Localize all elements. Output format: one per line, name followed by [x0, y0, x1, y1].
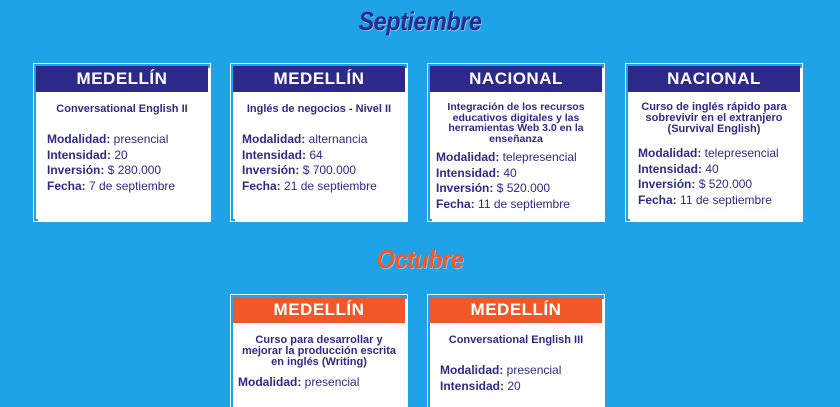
intensidad-label: Intensidad: — [638, 161, 703, 176]
modalidad-value: alternancia — [308, 132, 368, 146]
course-card[interactable] — [36, 66, 208, 219]
modalidad-value: presencial — [506, 363, 562, 377]
fecha-value: 11 de septiembre — [478, 196, 570, 211]
inversion-value: $ 520.000 — [698, 177, 753, 191]
course-title: Conversational English II — [56, 103, 188, 115]
card-region: MEDELLÍN — [430, 297, 602, 323]
fecha-value: 7 de septiembre — [89, 178, 176, 193]
intensidad-value: 40 — [503, 165, 517, 180]
fecha-label: Fecha: — [436, 196, 475, 211]
inversion-label: Inversión: — [638, 177, 696, 191]
course-details — [430, 363, 602, 394]
fecha-label: Fecha: — [47, 178, 86, 193]
modalidad-label: Modalidad: — [242, 132, 306, 146]
course-title: Curso para desarrollar y mejorar la producción escrita en inglés (Writing) — [241, 334, 397, 368]
course-card[interactable] — [233, 66, 405, 219]
modalidad-value: telepresencial — [502, 150, 577, 164]
modalidad-value: presencial — [113, 132, 169, 146]
inversion-label: Inversión: — [47, 163, 105, 177]
course-card[interactable] — [430, 66, 602, 219]
intensidad-value: 20 — [114, 147, 128, 162]
intensidad-value: 20 — [507, 378, 521, 393]
inversion-value: $ 700.000 — [302, 163, 357, 177]
modalidad-label: Modalidad: — [436, 150, 500, 164]
course-details — [233, 132, 405, 194]
course-card[interactable] — [430, 297, 602, 407]
modalidad-label: Modalidad: — [638, 146, 702, 160]
fecha-label: Fecha: — [242, 178, 281, 193]
course-title: Conversational English III — [448, 334, 584, 346]
card-region: MEDELLÍN — [233, 66, 405, 92]
course-details — [36, 132, 208, 194]
modalidad-value: presencial — [304, 375, 360, 389]
card-region: NACIONAL — [628, 66, 800, 92]
modalidad-label: Modalidad: — [47, 132, 111, 146]
course-details — [233, 375, 405, 391]
intensidad-label: Intensidad: — [47, 147, 112, 162]
inversion-label: Inversión: — [242, 163, 300, 177]
course-title: Curso de inglés rápido para sobrevivir en el extranjero (Survival English) — [641, 101, 787, 135]
modalidad-label: Modalidad: — [238, 375, 302, 389]
inversion-value: $ 520.000 — [496, 181, 551, 195]
month-heading-octubre: Octubre — [376, 244, 464, 274]
course-details — [430, 150, 602, 212]
month-heading-septiembre: Septiembre — [358, 6, 482, 36]
course-details — [628, 146, 800, 208]
modalidad-label: Modalidad: — [440, 363, 504, 377]
intensidad-label: Intensidad: — [242, 147, 307, 162]
card-region: NACIONAL — [430, 66, 602, 92]
inversion-label: Inversión: — [436, 181, 494, 195]
modalidad-value: telepresencial — [704, 146, 779, 160]
course-card[interactable] — [628, 66, 800, 219]
intensidad-value: 64 — [309, 147, 323, 162]
intensidad-value: 40 — [705, 161, 719, 176]
card-region: MEDELLÍN — [233, 297, 405, 323]
card-region: MEDELLÍN — [36, 66, 208, 92]
inversion-value: $ 280.000 — [107, 163, 162, 177]
course-title: Integración de los recursos educativos digitales y las herramientas Web 3.0 en la enseñanza — [447, 101, 585, 145]
course-title: Inglés de negocios - Nivel II — [246, 103, 392, 115]
intensidad-label: Intensidad: — [440, 378, 505, 393]
fecha-value: 21 de septiembre — [284, 178, 377, 193]
fecha-value: 11 de septiembre — [680, 192, 772, 207]
intensidad-label: Intensidad: — [436, 165, 501, 180]
fecha-label: Fecha: — [638, 192, 677, 207]
course-card[interactable] — [233, 297, 405, 407]
